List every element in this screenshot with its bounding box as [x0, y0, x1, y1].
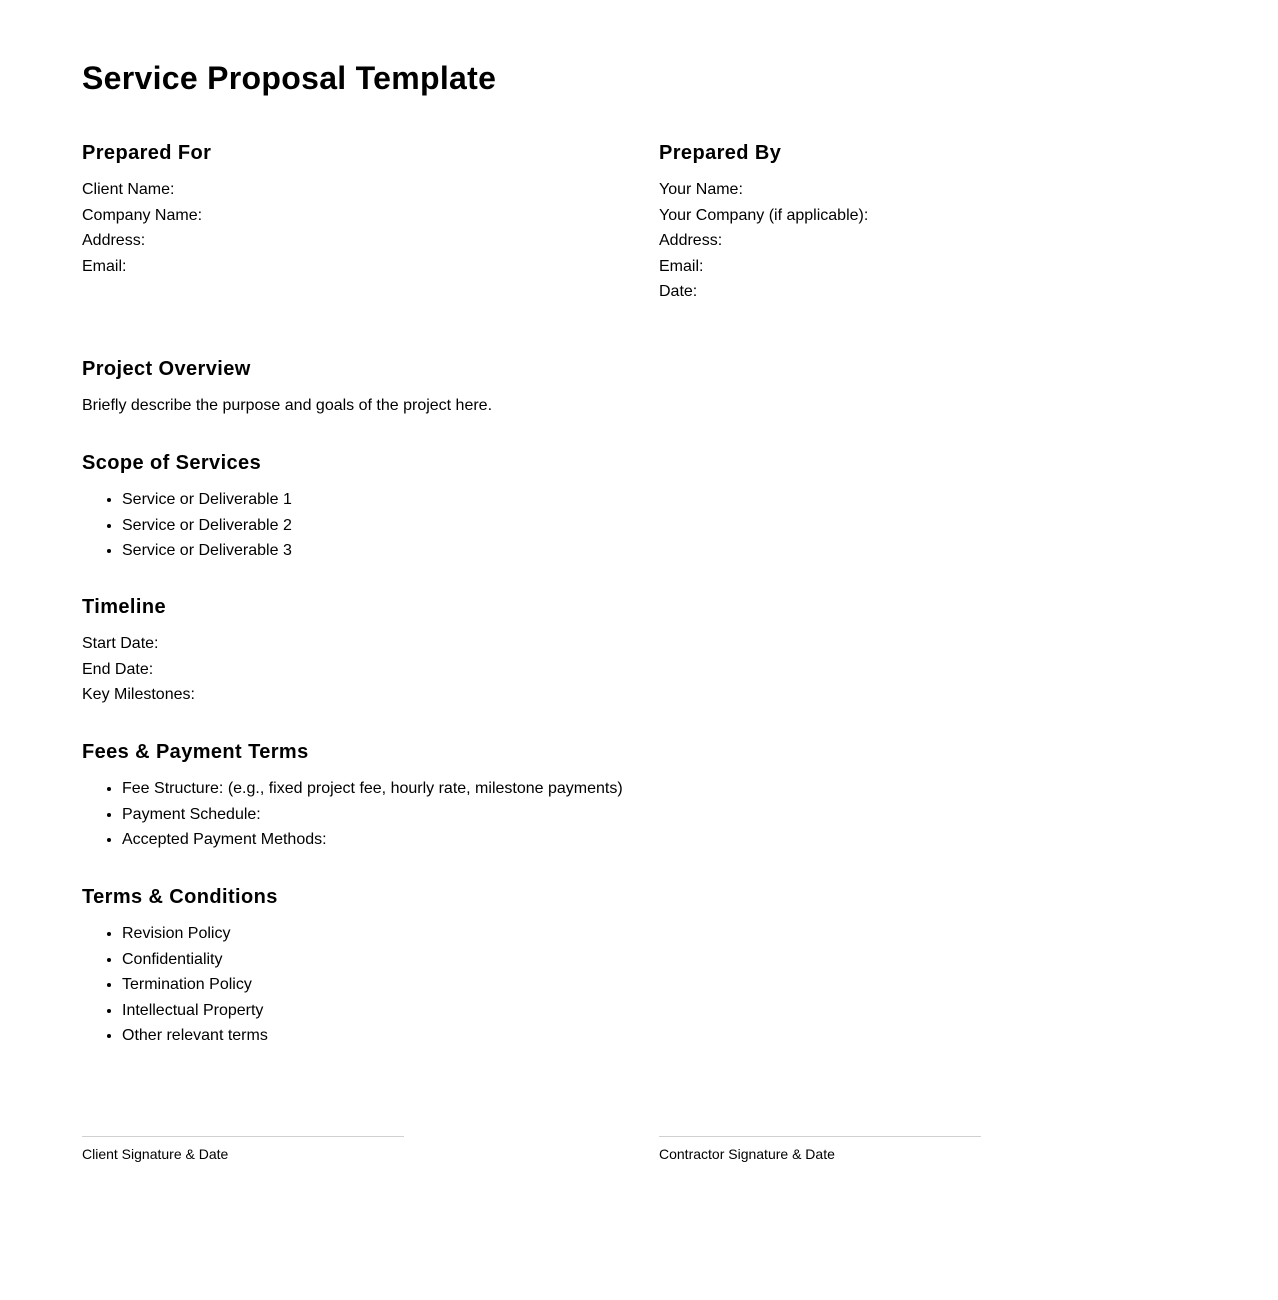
- timeline-heading: Timeline: [82, 596, 166, 618]
- fees-list: [82, 776, 623, 853]
- your-name-field: Your Name:: [659, 181, 743, 198]
- company-name-field: Company Name:: [82, 206, 203, 224]
- key-milestones-field: Key Milestones:: [82, 686, 195, 704]
- contractor-signature-line: [659, 1136, 981, 1137]
- date-field: Date:: [659, 283, 698, 301]
- list-item: • Service or Deliverable 2: [122, 513, 292, 539]
- list-item: • Termination Policy: [122, 972, 278, 998]
- project-overview-section: [82, 357, 492, 419]
- list-item: • Intellectual Property: [122, 998, 278, 1024]
- fees-section: [82, 740, 623, 853]
- contractor-signature-block: [659, 1136, 981, 1165]
- scope-heading: Scope of Services: [82, 452, 262, 474]
- fees-heading: Fees & Payment Terms: [82, 741, 309, 763]
- timeline-section: [82, 595, 195, 708]
- client-signature-line: [82, 1136, 404, 1137]
- list-item: • Fee Structure: (e.g., fixed project fee, hourly rate, milestone payments): [122, 776, 623, 802]
- prepared-for-heading: Prepared For: [82, 142, 212, 164]
- terms-section: [82, 885, 278, 1049]
- scope-section: [82, 451, 292, 564]
- your-email-field: Email:: [659, 257, 704, 275]
- client-name-field: Client Name:: [82, 181, 175, 198]
- list-item: • Service or Deliverable 3: [122, 538, 292, 564]
- list-item: • Other relevant terms: [122, 1023, 278, 1049]
- list-item: • Accepted Payment Methods:: [122, 827, 623, 853]
- terms-heading: Terms & Conditions: [82, 886, 278, 908]
- client-signature-label: Client Signature & Date: [82, 1146, 229, 1162]
- client-signature-block: [82, 1136, 404, 1165]
- client-email-field: Email:: [82, 257, 127, 275]
- list-item: • Revision Policy: [122, 921, 278, 947]
- project-overview-heading: Project Overview: [82, 358, 251, 380]
- prepared-by-section: [659, 141, 868, 305]
- end-date-field: End Date:: [82, 660, 154, 678]
- list-item: • Service or Deliverable 1: [122, 487, 292, 513]
- start-date-field: Start Date:: [82, 635, 159, 652]
- your-company-field: Your Company (if applicable):: [659, 206, 869, 224]
- project-overview-text: Briefly describe the purpose and goals of the project here.: [82, 397, 493, 414]
- contractor-signature-label: Contractor Signature & Date: [659, 1146, 835, 1162]
- terms-list: [82, 921, 278, 1049]
- list-item: • Confidentiality: [122, 947, 278, 973]
- your-address-field: Address:: [659, 232, 723, 250]
- prepared-by-heading: Prepared By: [659, 142, 782, 164]
- client-address-field: Address:: [82, 232, 146, 250]
- scope-list: [82, 487, 292, 564]
- prepared-for-section: [82, 141, 211, 279]
- list-item: • Payment Schedule:: [122, 802, 623, 828]
- page-title: Service Proposal Template: [82, 60, 497, 96]
